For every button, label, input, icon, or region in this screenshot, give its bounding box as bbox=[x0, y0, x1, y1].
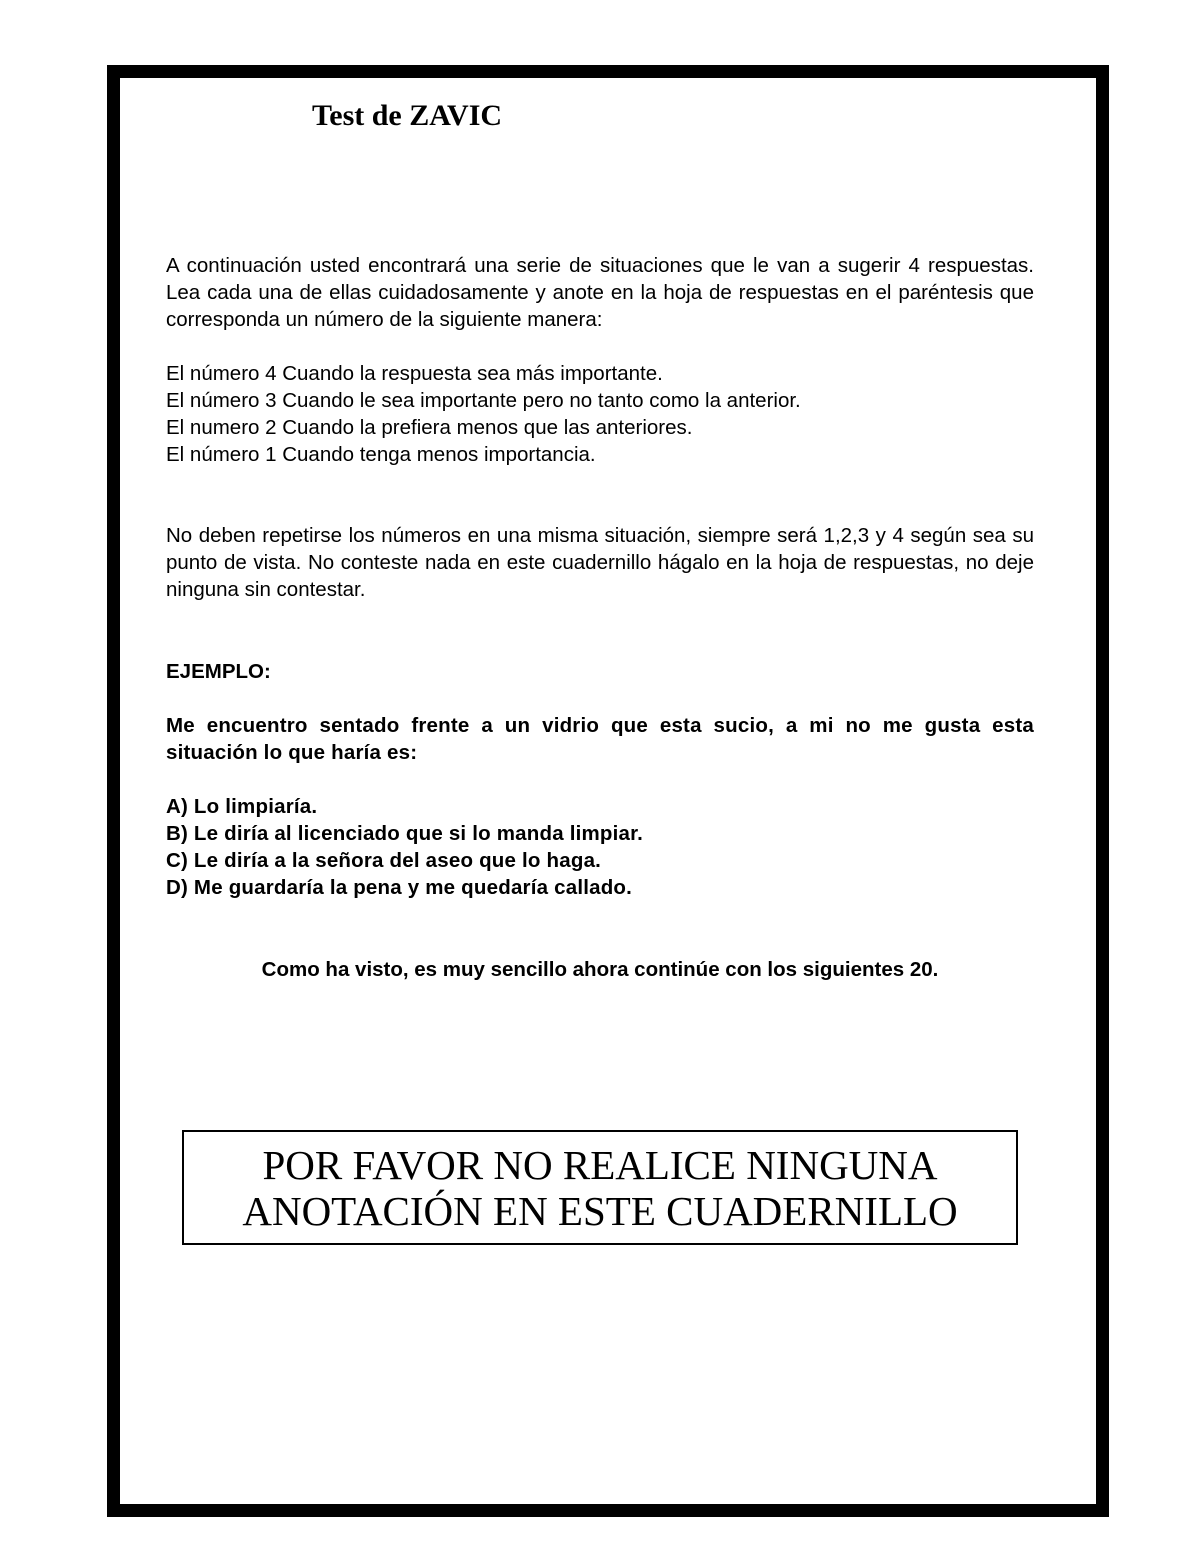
rule-item: El número 1 Cuando tenga menos importancia. bbox=[166, 443, 596, 466]
warning-line: ANOTACIÓN EN ESTE CUADERNILLO bbox=[242, 1187, 958, 1234]
warning-box bbox=[182, 1130, 1018, 1245]
rule-item: El número 4 Cuando la respuesta sea más importante. bbox=[166, 362, 663, 385]
example-option: A) Lo limpiaría. bbox=[166, 795, 318, 818]
example-option: B) Le diría al licenciado que si lo manda limpiar. bbox=[166, 822, 644, 845]
instructions-note: No deben repetirse los números en una misma situación, siempre será 1,2,3 y 4 según sea su punto de vista. No conteste nada en este cuadernillo hágalo en la hoja de respuestas, no deje ninguna sin contestar. bbox=[166, 524, 1034, 601]
example-option: D) Me guardaría la pena y me quedaría callado. bbox=[166, 876, 633, 899]
document-title: Test de ZAVIC bbox=[312, 99, 503, 132]
instructions-intro: A continuación usted encontrará una serie de situaciones que le van a sugerir 4 respuestas. Lea cada una de ellas cuidadosamente y anote en la hoja de respuestas en el paréntesis que corresponda un número de la siguiente manera: bbox=[166, 254, 1034, 331]
example-label: EJEMPLO: bbox=[166, 660, 271, 683]
example-question: Me encuentro sentado frente a un vidrio que esta sucio, a mi no me gusta esta situación lo que haría es: bbox=[166, 714, 1034, 764]
rule-item: El numero 2 Cuando la prefiera menos que las anteriores. bbox=[166, 416, 693, 439]
rules-list bbox=[166, 360, 1034, 468]
example-options-list bbox=[166, 793, 1034, 901]
closing-statement: Como ha visto, es muy sencillo ahora continúe con los siguientes 20. bbox=[261, 958, 939, 981]
example-option: C) Le diría a la señora del aseo que lo haga. bbox=[166, 849, 602, 872]
rule-item: El número 3 Cuando le sea importante pero no tanto como la anterior. bbox=[166, 389, 801, 412]
warning-line: POR FAVOR NO REALICE NINGUNA bbox=[262, 1141, 938, 1188]
